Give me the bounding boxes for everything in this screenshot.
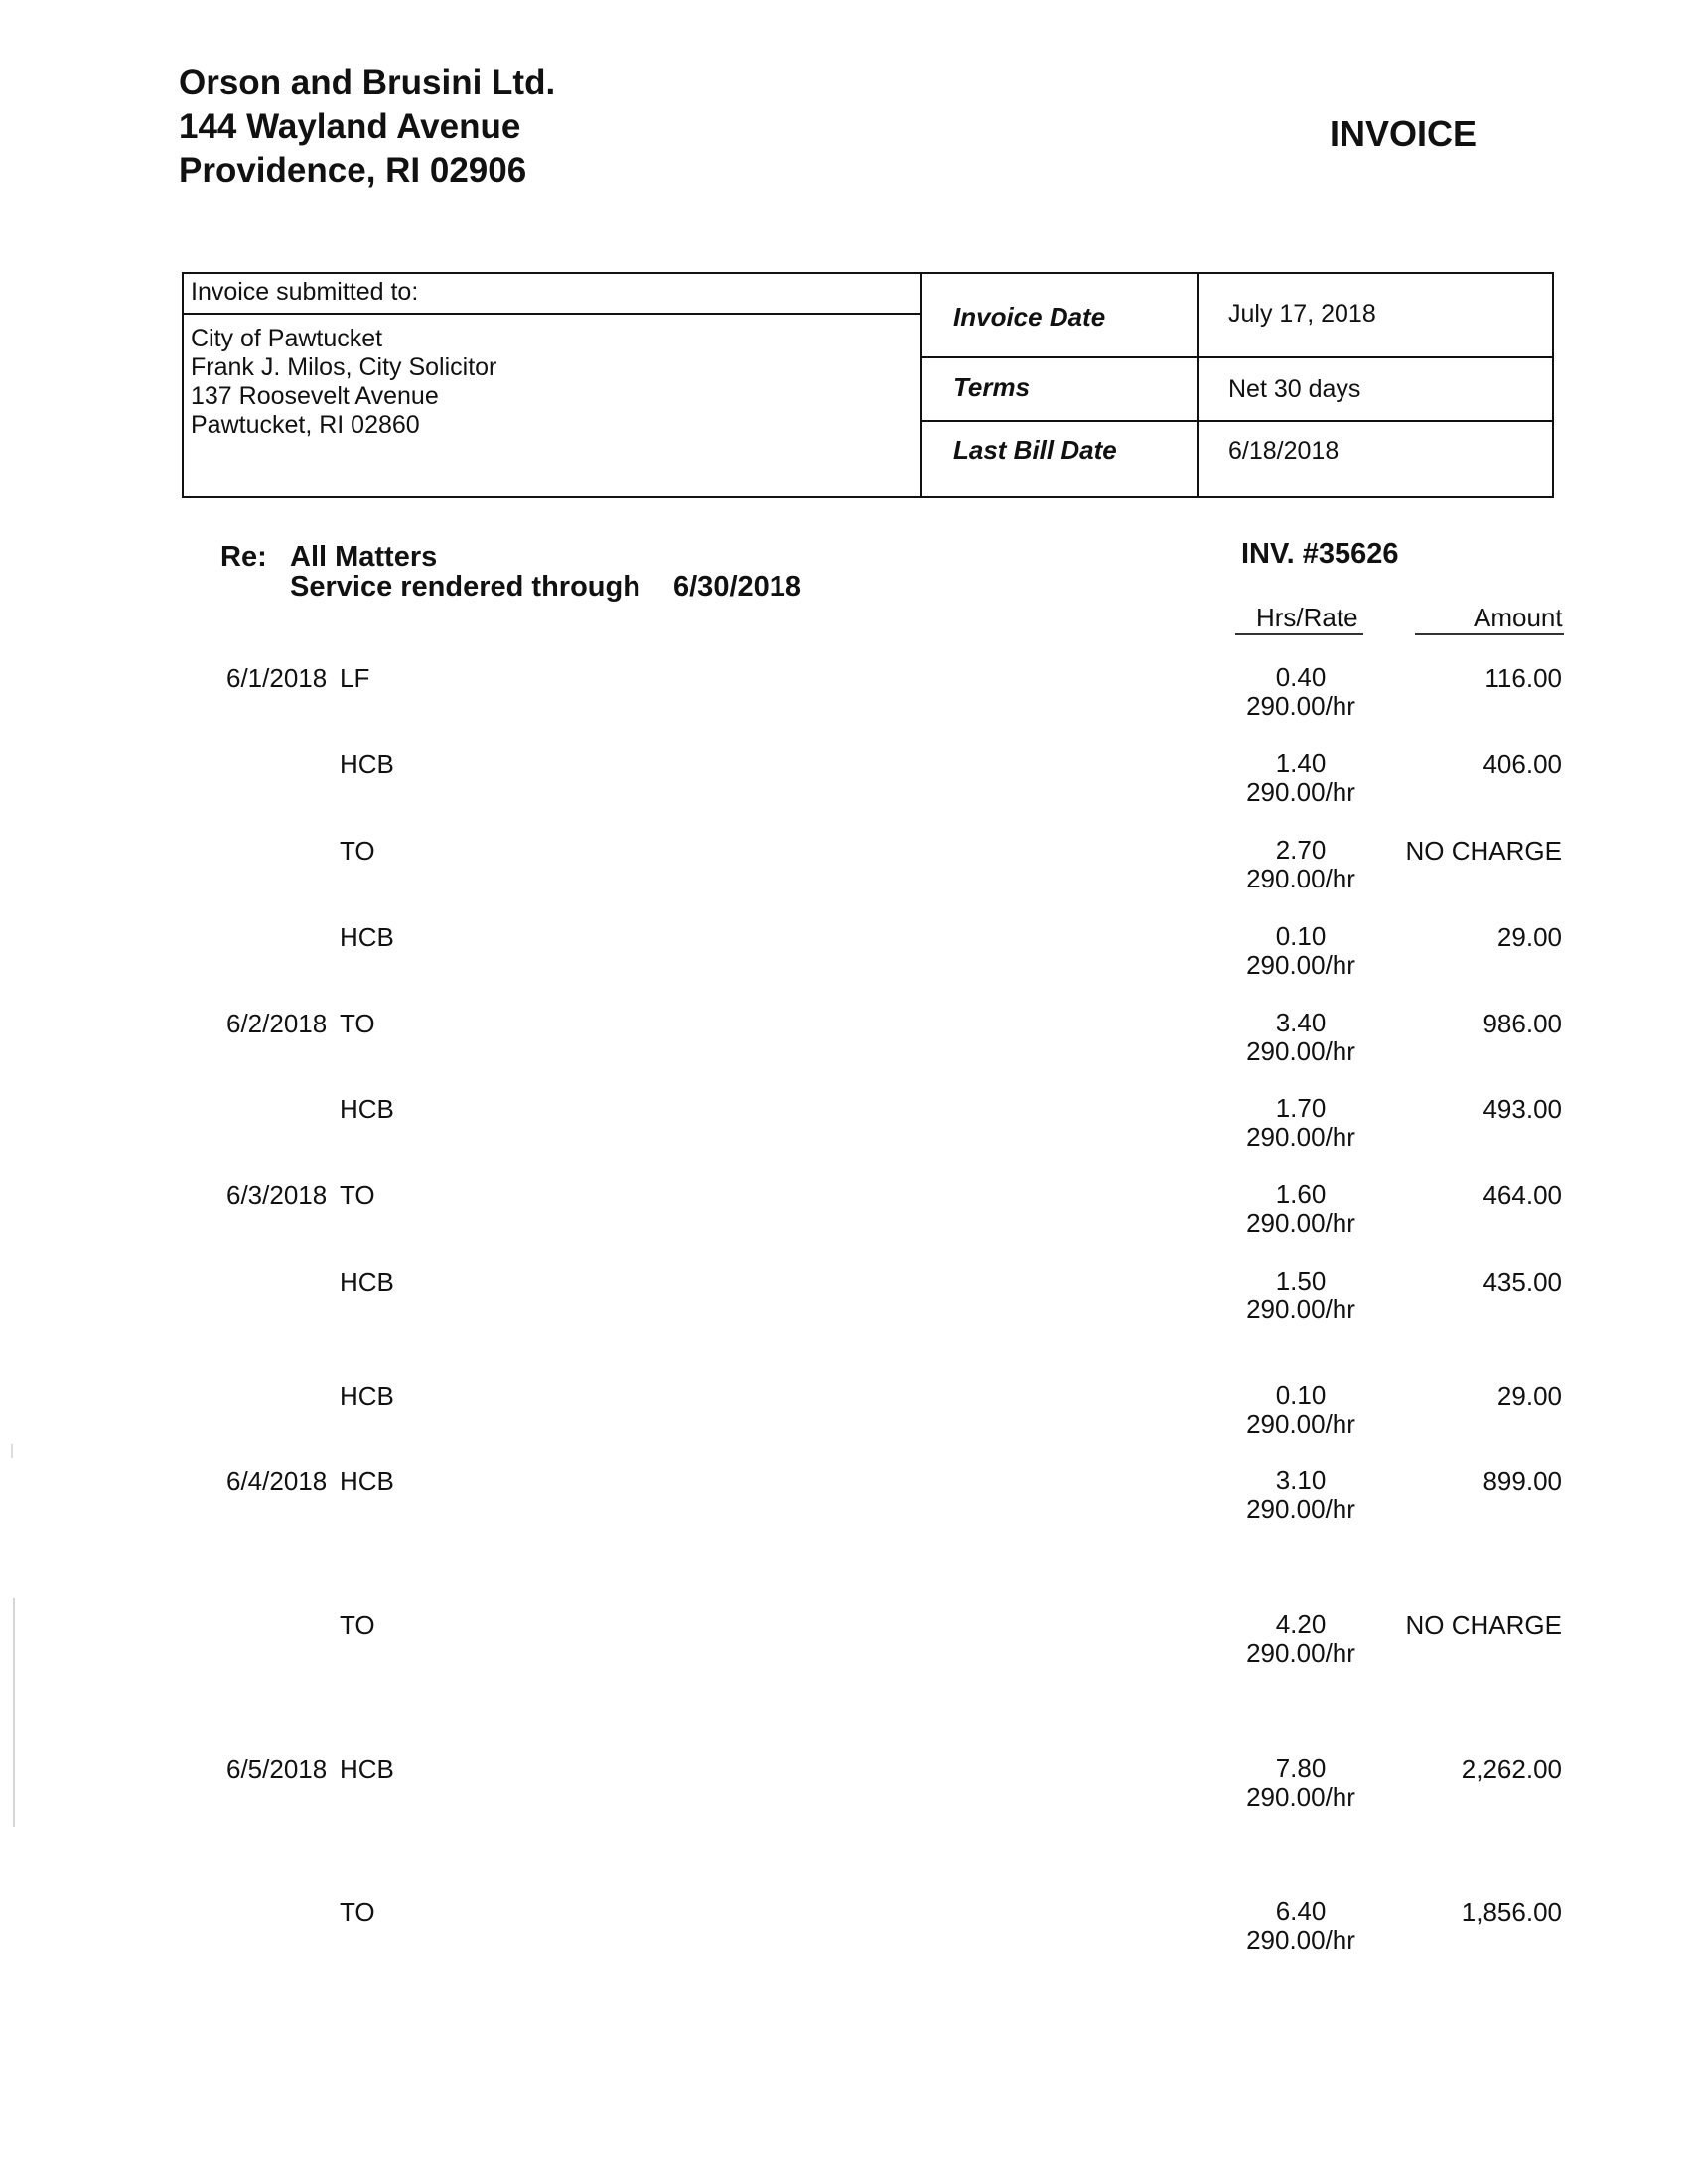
invoice-date-value: July 17, 2018 [1228, 300, 1376, 328]
recipient-line4: Pawtucket, RI 02860 [191, 411, 420, 439]
table-divider [182, 313, 921, 315]
last-bill-date-value: 6/18/2018 [1228, 437, 1340, 465]
entry-amount: 986.00 [1483, 1009, 1562, 1038]
scan-artifact [11, 1444, 13, 1458]
hrs-rate-header: Hrs/Rate [1256, 603, 1358, 632]
recipient-line1: City of Pawtucket [191, 325, 383, 352]
entry-date: 6/2/2018 [226, 1009, 328, 1038]
entry-date: 6/3/2018 [226, 1180, 328, 1210]
recipient-address [191, 325, 496, 440]
entry-amount: 1,856.00 [1461, 1897, 1562, 1927]
entry-rate: 290.00/hr [1246, 1638, 1355, 1668]
entry-rate: 290.00/hr [1246, 864, 1355, 893]
entry-date: 6/4/2018 [226, 1466, 328, 1496]
service-rendered-date: 6/30/2018 [673, 571, 802, 603]
entry-amount: 435.00 [1483, 1267, 1562, 1297]
amount-underline [1415, 633, 1564, 635]
recipient-line3: 137 Roosevelt Avenue [191, 382, 439, 410]
entry-rate: 290.00/hr [1246, 1208, 1355, 1238]
entry-hrs-rate [1241, 663, 1360, 721]
entry-hours: 0.10 [1275, 1380, 1327, 1410]
entry-attorney: TO [340, 1610, 375, 1640]
entry-hours: 3.10 [1275, 1465, 1327, 1495]
entry-attorney: HCB [340, 1094, 394, 1124]
entry-amount: 2,262.00 [1461, 1754, 1562, 1784]
table-divider [921, 420, 1553, 422]
sender-address-line2: Providence, RI 02906 [179, 151, 527, 190]
matter-title: All Matters [290, 541, 438, 573]
entry-hrs-rate [1241, 750, 1360, 807]
entry-amount: 29.00 [1496, 922, 1562, 952]
entry-attorney: TO [340, 1180, 375, 1210]
entry-attorney: HCB [340, 1267, 394, 1297]
hrs-rate-underline [1235, 633, 1363, 635]
service-rendered-label: Service rendered through [290, 571, 640, 603]
entry-hours: 0.40 [1275, 662, 1327, 692]
entry-attorney: LF [340, 663, 370, 693]
sender-name: Orson and Brusini Ltd. [179, 64, 556, 102]
last-bill-date-label: Last Bill Date [953, 435, 1117, 465]
entry-attorney: HCB [340, 1754, 394, 1784]
table-divider [921, 356, 1553, 358]
scan-artifact [13, 1598, 15, 1827]
re-label: Re: [220, 541, 267, 573]
entry-hours: 6.40 [1275, 1896, 1327, 1926]
terms-value: Net 30 days [1228, 375, 1361, 403]
sender-block [179, 62, 555, 193]
entry-hours: 1.40 [1275, 749, 1327, 778]
entry-rate: 290.00/hr [1246, 777, 1355, 807]
entry-hours: 1.50 [1275, 1266, 1327, 1296]
entry-hrs-rate [1241, 922, 1360, 980]
document-title: INVOICE [1330, 113, 1478, 154]
entry-amount: 899.00 [1483, 1466, 1562, 1496]
entry-amount: NO CHARGE [1405, 836, 1562, 866]
entry-rate: 290.00/hr [1246, 691, 1355, 721]
entry-hrs-rate [1241, 1754, 1360, 1812]
entry-amount: 406.00 [1483, 750, 1562, 779]
entry-hours: 3.40 [1275, 1008, 1327, 1037]
entry-hrs-rate [1241, 1094, 1360, 1152]
entry-amount: NO CHARGE [1405, 1610, 1562, 1640]
entry-hrs-rate [1241, 1897, 1360, 1955]
entry-date: 6/5/2018 [226, 1754, 328, 1784]
entry-rate: 290.00/hr [1246, 1925, 1355, 1955]
entry-hrs-rate [1241, 1267, 1360, 1324]
entry-attorney: HCB [340, 1381, 394, 1411]
billing-info-table [182, 272, 1554, 498]
entry-attorney: TO [340, 1009, 375, 1038]
entry-attorney: HCB [340, 1466, 394, 1496]
entry-amount: 464.00 [1483, 1180, 1562, 1210]
entry-hrs-rate [1241, 1381, 1360, 1438]
entry-rate: 290.00/hr [1246, 1122, 1355, 1152]
entry-hours: 0.10 [1275, 921, 1327, 951]
entry-attorney: HCB [340, 922, 394, 952]
entry-rate: 290.00/hr [1246, 1295, 1355, 1324]
entry-hours: 2.70 [1275, 835, 1327, 865]
entry-date: 6/1/2018 [226, 663, 328, 693]
recipient-line2: Frank J. Milos, City Solicitor [191, 353, 497, 381]
submitted-to-label: Invoice submitted to: [191, 278, 419, 306]
entry-rate: 290.00/hr [1246, 1036, 1355, 1066]
entry-attorney: TO [340, 836, 375, 866]
entry-attorney: TO [340, 1897, 375, 1927]
entry-hrs-rate [1241, 1610, 1360, 1668]
entry-hrs-rate [1241, 1466, 1360, 1524]
invoice-date-label: Invoice Date [953, 302, 1106, 332]
entry-amount: 493.00 [1483, 1094, 1562, 1124]
sender-address-line1: 144 Wayland Avenue [179, 107, 521, 146]
entry-rate: 290.00/hr [1246, 950, 1355, 980]
entry-hours: 7.80 [1275, 1753, 1327, 1783]
entry-hrs-rate [1241, 1180, 1360, 1238]
entry-hours: 4.20 [1275, 1609, 1327, 1639]
entry-hrs-rate [1241, 1009, 1360, 1066]
table-divider [1197, 272, 1199, 496]
entry-amount: 29.00 [1496, 1381, 1562, 1411]
amount-header: Amount [1474, 603, 1563, 632]
invoice-number: INV. #35626 [1241, 538, 1399, 570]
entry-hours: 1.60 [1275, 1179, 1327, 1209]
entry-rate: 290.00/hr [1246, 1782, 1355, 1812]
entry-attorney: HCB [340, 750, 394, 779]
entry-rate: 290.00/hr [1246, 1409, 1355, 1438]
entry-hrs-rate [1241, 836, 1360, 893]
terms-label: Terms [953, 372, 1031, 402]
entry-hours: 1.70 [1275, 1093, 1327, 1123]
table-divider [920, 272, 922, 496]
entry-rate: 290.00/hr [1246, 1494, 1355, 1524]
entry-amount: 116.00 [1484, 663, 1562, 693]
